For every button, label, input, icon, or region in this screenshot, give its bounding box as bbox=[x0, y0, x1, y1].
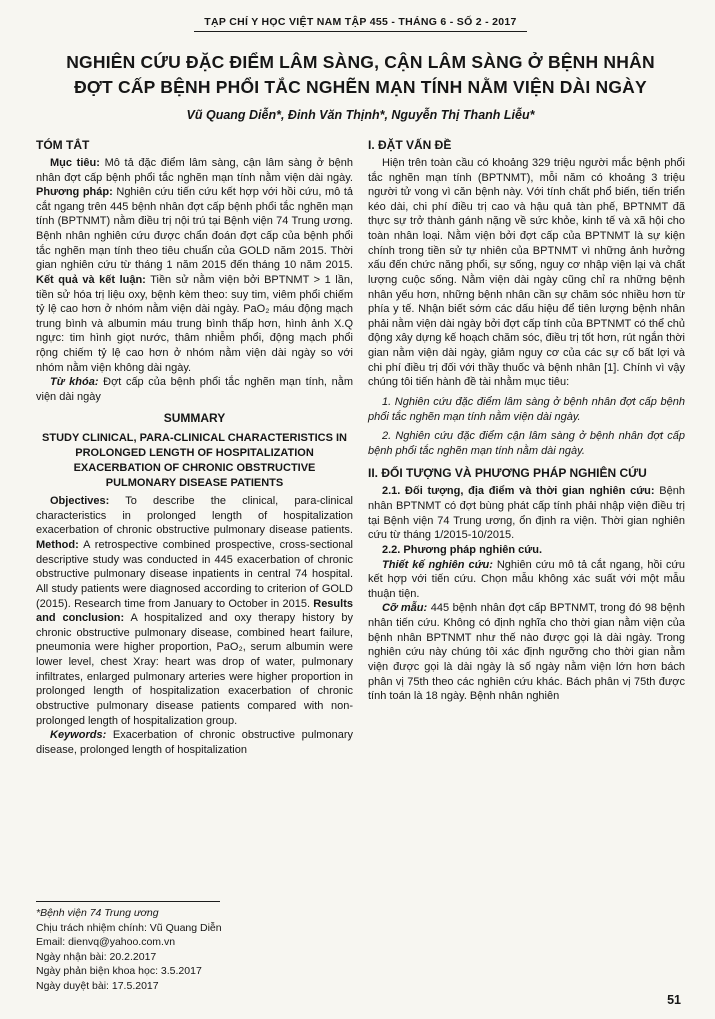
sample-size-paragraph bbox=[368, 601, 685, 703]
summary-results-label: Results and conclusion: bbox=[36, 597, 353, 625]
section2-subjects-text: Bệnh nhân BPTNMT có đợt bùng phát cấp tính phải nhập viện điều trị tại Bệnh viện 74 Trung ương, ổn định ra viện. Thời gian nghiên cứu từ tháng 1/2015-10/2015. bbox=[368, 485, 685, 542]
spacer bbox=[368, 458, 685, 463]
abstract-method-text: Nghiên cứu tiến cứu kết hợp với hồi cứu, mô tả cắt ngang trên 445 bệnh nhân đợt cấp bệnh phổi tắc nghẽn mạn tính (BPTNMT) nằm điều trị nội trú tại Bệnh viện 74 Trung ương. Bệnh nhân nghiên cứu được chẩn đoán đợt cấp của bệnh phổi tắc nghẽn mạn tính theo tiêu chuẩn của GOLD năm 2015. Thời gian nghiên cứu từ tháng 1 năm 2015 đến tháng 10 năm 2015. bbox=[36, 186, 354, 272]
summary-results-text: A hospitalized and oxy therapy history by chronic obstructive pulmonary disease, combined heart failure, pneumonia were higher proportion, PaO₂, serum albumin were lower level, chest Xray: heart was drop of water, pulmonary infiltrates, enlarged pulmonary arteries were higher proportion in prolonged length of hospitalization exacerbation of chronic obstructive pulmonary disease patients compared with non-prolonged length of hospitalization group. bbox=[36, 612, 353, 727]
abstract-heading: TÓM TẮT bbox=[36, 138, 90, 152]
study-design-label: Thiết kế nghiên cứu: bbox=[382, 558, 493, 571]
article-title-line1: NGHIÊN CỨU ĐẶC ĐIỂM LÂM SÀNG, CẬN LÂM SÀNG Ở BỆNH NHÂN bbox=[66, 52, 655, 72]
abstract-paragraph bbox=[36, 156, 353, 375]
summary-title: STUDY CLINICAL, PARA-CLINICAL CHARACTERISTICS IN PROLONGED LENGTH OF HOSPITALIZATION EXACERBATION OF CHRONIC OBSTRUCTIVE PULMONARY DISEASE PATIENTS bbox=[42, 431, 347, 490]
authors-line: Vũ Quang Diễn*, Đinh Văn Thịnh*, Nguyễn Thị Thanh Liễu* bbox=[186, 108, 535, 122]
abstract-objective-text: Mô tả đặc điểm lâm sàng, cận lâm sàng ở bệnh nhân đợt cấp bệnh phổi tắc nghẽn mạn tính nằm viện dài ngày. bbox=[36, 156, 354, 184]
left-column bbox=[36, 135, 353, 993]
footnote-accepted-date: Ngày duyệt bài: 17.5.2017 bbox=[36, 979, 159, 992]
abstract-results-label: Kết quả và kết luận: bbox=[36, 273, 146, 286]
section1-paragraph: Hiện trên toàn cầu có khoảng 329 triệu người mắc bệnh phổi tắc nghẽn mạn tính (BPTNMT), mỗi năm có khoảng 3 triệu người tử vong vì căn bệnh này. Với tính chất phổ biến, tiến triển kéo dài, chi phí điều trị cao và hậu quả tàn phế, BPTNMT đã thực sự trở thành gánh nặng về sức khỏe, kinh tế và xã hội cho toàn nhân loại. Nằm viện bởi đợt cấp của BPTNMT là sự kiện chính trong tiền sử tự nhiên của BPTNMT vì những ảnh hưởng xấu đến chức năng phổi, sự sống, nguy cơ nhập viện lại và chất lượng cuộc sống. Nằm viện dài ngày cũng chỉ ra những bệnh nhân yếu hơn, những bệnh nhân cần sự chăm sóc nhiều hơn từ phía y tế. Nhận biết sớm các dấu hiệu để tiên lượng bệnh nhân phải nằm viện dài ngày bởi đợt cấp tính của BPTNMT có thể chủ động xây dựng kế hoạch chăm sóc, điều trị tốt hơn, rút ngắn thời gian nằm viện dài ngày, giảm nguy cơ của các sự cố bất lợi và chi phí điều trị đối với thầy thuốc và bệnh nhân [1]. Chính vì vậy chúng tôi tiến hành đề tài nhằm mục tiêu: bbox=[368, 156, 685, 389]
abstract-method-label: Phương pháp: bbox=[36, 186, 113, 199]
section2-subjects-paragraph bbox=[368, 484, 685, 543]
article-title bbox=[36, 50, 685, 99]
summary-objectives-text: To describe the clinical, para-clinical characteristics in prolonged length of hospitalization exacerbation of chronic obstructive pulmonary disease patients. bbox=[36, 495, 354, 537]
section2-subjects-label: 2.1. Đối tượng, địa điểm và thời gian nghiên cứu: bbox=[382, 485, 655, 498]
footnote-divider bbox=[36, 901, 220, 902]
sample-size-label: Cỡ mẫu: bbox=[382, 602, 428, 615]
sample-size-text: 445 bệnh nhân đợt cấp BPTNMT, trong đó 98 bệnh nhân tiến cứu. Không có định nghĩa cho thời gian nằm viện của bệnh nhân BPTNMT như thế nào được gọi là dài ngày. Trong nghiên cứu này chúng tôi xác định ngưỡng cho thời gian nằm viện được gọi là dài ngày là số ngày nằm viện lớn hơn bách phân vị 75th theo các nghiên cứu khác. Bách phân vị 75th được tính toán là 18 ngày. Bệnh nhân nghiên bbox=[368, 602, 686, 703]
summary-objectives-label: Objectives: bbox=[50, 495, 110, 508]
section2-heading: II. ĐỐI TƯỢNG VÀ PHƯƠNG PHÁP NGHIÊN CỨU bbox=[368, 466, 647, 481]
keywords-en-label: Keywords: bbox=[50, 729, 107, 742]
two-column-body bbox=[36, 135, 685, 993]
study-design-paragraph bbox=[368, 558, 685, 602]
keywords-en-paragraph bbox=[36, 728, 353, 757]
keywords-vi-text: Đợt cấp của bệnh phổi tắc nghẽn mạn tính, nằm viện dài ngày bbox=[36, 376, 353, 403]
footnote-affiliation: *Bệnh viện 74 Trung ương bbox=[36, 907, 159, 920]
page-number: 51 bbox=[667, 993, 681, 1007]
abstract-results-text: Tiền sử nằm viện bởi BPTNMT > 1 lần, tiền sử hóa trị liệu oxy, bệnh kèm theo: suy tim, viêm phổi chiếm tỷ lệ cao hơn ở nhóm nằm viện dài ngày. PaO₂ máu động mạch trung bình và albumin máu trung bình thấp hơn, hình ảnh X.Q ngực: tim hình giọt nước, thâm nhiễm phổi, động mạch phổi rộng chiếm tỷ lệ cao hơn ở nhóm nằm viện dài ngày so với nhóm nằm viện không dài ngày. bbox=[36, 273, 353, 374]
summary-heading: SUMMARY bbox=[163, 410, 226, 425]
article-title-line2: ĐỢT CẤP BỆNH PHỔI TẮC NGHẼN MẠN TÍNH NẰM VIỆN DÀI NGÀY bbox=[74, 76, 647, 97]
keywords-vi-paragraph bbox=[36, 375, 353, 404]
study-design-text: Nghiên cứu mô tả cắt ngang, hồi cứu kết hợp với tiến cứu. Chọn mẫu không xác suất với một mẫu thuận tiện. bbox=[368, 558, 685, 600]
footnote-corresponding-author: Chịu trách nhiệm chính: Vũ Quang Diễn bbox=[36, 921, 222, 934]
journal-header bbox=[36, 12, 685, 32]
section1-heading: I. ĐẶT VẤN ĐỀ bbox=[368, 138, 452, 152]
section2-methods-subheading: 2.2. Phương pháp nghiên cứu. bbox=[382, 543, 543, 556]
right-column bbox=[368, 135, 685, 993]
footnote-received-date: Ngày nhận bài: 20.2.2017 bbox=[36, 950, 157, 963]
study-objective-1: 1. Nghiên cứu đặc điểm lâm sàng ở bệnh nhân đợt cấp bệnh phổi tắc nghẽn mạn tính nằm viện dài ngày. bbox=[368, 395, 685, 423]
keywords-en-text: Exacerbation of chronic obstructive pulmonary disease, prolonged length of hospitalization bbox=[36, 729, 353, 756]
footnote-block bbox=[36, 897, 353, 993]
study-objective-2: 2. Nghiên cứu đặc điểm cận lâm sàng ở bệnh nhân đợt cấp bệnh phổi tắc nghẽn mạn tính nằm dài ngày. bbox=[368, 430, 685, 457]
summary-paragraph bbox=[36, 494, 353, 728]
summary-method-text: A retrospective combined prospective, cross-sectional descriptive study was conducted in 445 exacerbation of chronic obstructive pulmonary disease inpatients in central 74 hospital. All study patients were diagnosed according to criterion of GOLD (2015). Research time from January to October in 2015. bbox=[36, 539, 353, 610]
journal-title: TẠP CHÍ Y HỌC VIỆT NAM TẬP 455 - THÁNG 6 - SỐ 2 - 2017 bbox=[194, 16, 526, 32]
abstract-objective-label: Mục tiêu: bbox=[50, 156, 100, 169]
footnote-review-date: Ngày phản biện khoa học: 3.5.2017 bbox=[36, 965, 202, 978]
keywords-vi-label: Từ khóa: bbox=[50, 376, 99, 389]
footnote-email: Email: dienvq@yahoo.com.vn bbox=[36, 936, 176, 949]
summary-method-label: Method: bbox=[36, 539, 79, 552]
